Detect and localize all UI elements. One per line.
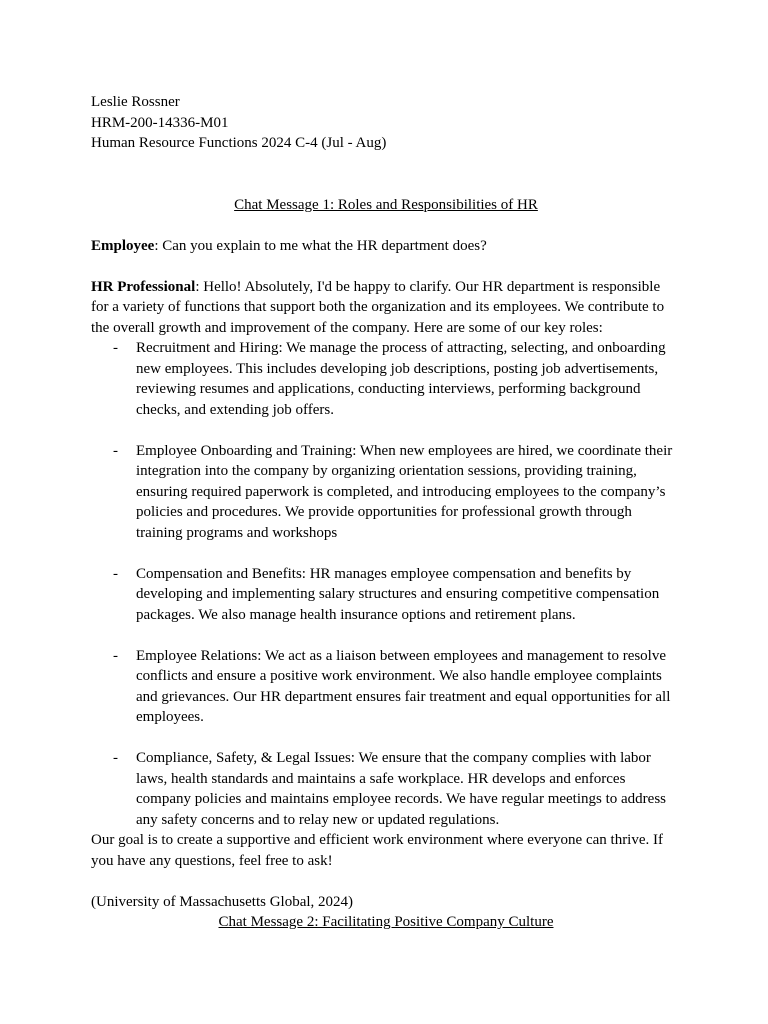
bullet-dash: - bbox=[113, 565, 118, 582]
hr-roles-list bbox=[91, 338, 681, 830]
list-item-text: Employee Onboarding and Training: When new employees are hired, we coordinate their integration into the company by organizing orientation sessions, providing training, ensuring required paperwork is completed, and introducing employees to the company’s policies and procedures. We provide opportunities for professional growth through training programs and workshops bbox=[136, 442, 673, 541]
section-2-title: Chat Message 2: Facilitating Positive Company Culture bbox=[218, 914, 554, 930]
author-name: Leslie Rossner bbox=[91, 94, 180, 110]
section-1-title: Chat Message 1: Roles and Responsibilities of HR bbox=[234, 196, 538, 213]
hr-text: : Hello! Absolutely, I'd be happy to clarify. Our HR department is responsible for a variety of functions that support both the organization and its employees. We contribute to the overall growth and improvement of the company. Here are some of our key roles: bbox=[91, 278, 665, 336]
list-item-text: Recruitment and Hiring: We manage the process of attracting, selecting, and onboarding new employees. This includes developing job descriptions, posting job advertisements, reviewing resumes and applications, conducting interviews, performing background checks, and extending job offers. bbox=[136, 340, 666, 418]
citation: (University of Massachusetts Global, 2024) bbox=[91, 893, 354, 910]
hr-label: HR Professional bbox=[91, 278, 196, 295]
list-item bbox=[91, 646, 681, 728]
bullet-dash: - bbox=[113, 442, 118, 459]
list-item bbox=[91, 441, 681, 544]
employee-text: : Can you explain to me what the HR department does? bbox=[154, 237, 487, 254]
course-code: HRM-200-14336-M01 bbox=[91, 114, 229, 131]
document-page bbox=[91, 92, 681, 933]
employee-question bbox=[91, 236, 681, 257]
bullet-dash: - bbox=[113, 750, 118, 766]
list-item-text: Compensation and Benefits: HR manages employee compensation and benefits by developing and implementing salary structures and ensuring competitive compensation packages. We also manage health insurance options and retirement plans. bbox=[136, 565, 660, 623]
list-item-text: Compliance, Safety, & Legal Issues: We ensure that the company complies with labor laws, health standards and maintains a safe workplace. HR develops and enforces company policies and maintains employee records. We have regular meetings to address any safety concerns and to relay new or updated regulations. bbox=[136, 750, 667, 828]
list-item bbox=[91, 338, 681, 420]
employee-label: Employee bbox=[91, 237, 155, 254]
bullet-dash: - bbox=[113, 340, 118, 356]
list-item bbox=[91, 748, 681, 830]
course-title: Human Resource Functions 2024 C-4 (Jul - Aug) bbox=[91, 135, 387, 151]
bullet-dash: - bbox=[113, 647, 118, 664]
list-item bbox=[91, 564, 681, 626]
hr-answer bbox=[91, 277, 681, 339]
list-item-text: Employee Relations: We act as a liaison between employees and management to resolve conflicts and ensure a positive work environment. We also handle employee complaints and grievances. Our HR department ensures fair treatment and equal opportunities for all employees. bbox=[136, 647, 671, 725]
closing-paragraph: Our goal is to create a supportive and efficient work environment where everyone can thrive. If you have any questions, feel free to ask! bbox=[91, 832, 663, 869]
